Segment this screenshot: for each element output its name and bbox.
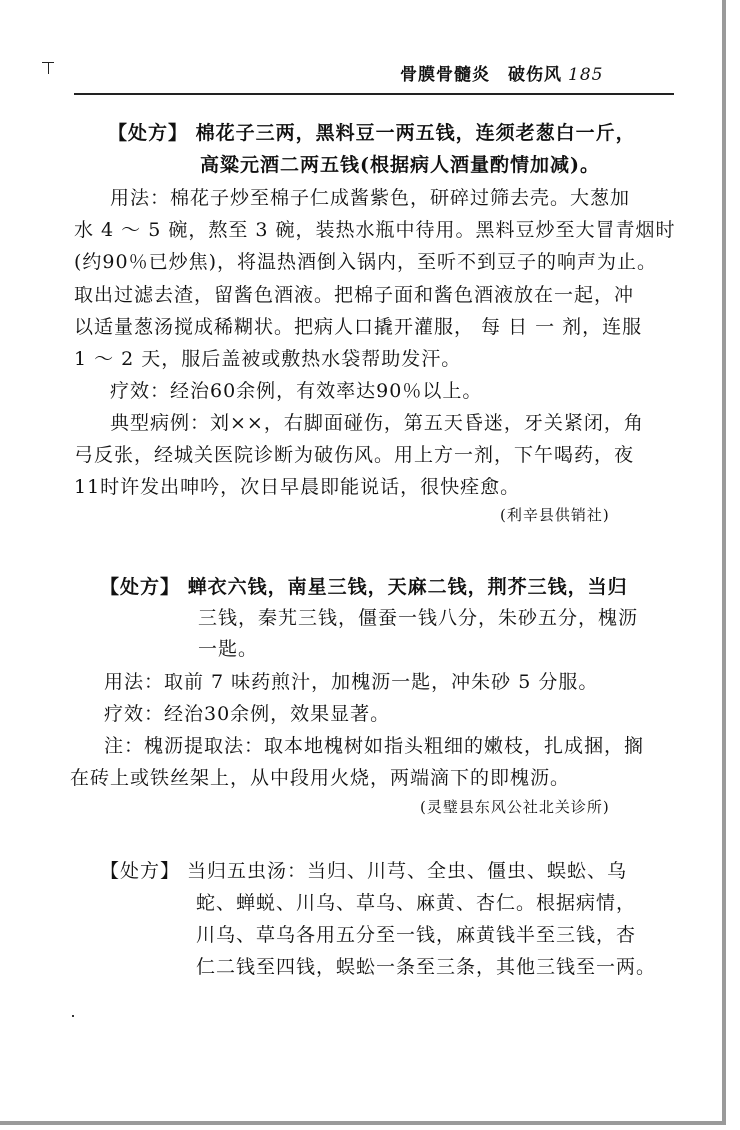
efficacy-line: 疗效：经治60余例，有效率达90％以上。	[110, 380, 483, 402]
prescription-line: 【处方】 当归五虫汤：当归、川芎、全虫、僵虫、蜈蚣、乌	[100, 860, 628, 882]
note-line: 在砖上或铁丝架上，从中段用火烧，两端滴下的即槐沥。	[70, 767, 571, 789]
usage-line: 用法：棉花子炒至棉子仁成酱紫色，研碎过筛去壳。大葱加	[110, 187, 631, 209]
prescription-line: 【处方】 棉花子三两，黑料豆一两五钱，连须老葱白一斤，	[108, 122, 636, 144]
usage-line: (约90％已炒焦)，将温热酒倒入锅内，至听不到豆子的响声为止。	[74, 251, 658, 273]
case-line: 11时许发出呻吟，次日早晨即能说话，很快痊愈。	[74, 476, 521, 498]
header-title: 骨膜骨髓炎 破伤风	[400, 65, 562, 85]
source-attribution: (灵璧县东风公社北关诊所)	[420, 798, 610, 816]
efficacy-line: 疗效：经治30余例，效果显著。	[104, 703, 391, 725]
prescription-line: 一匙。	[198, 638, 259, 660]
case-line: 典型病例：刘××，右脚面碰伤，第五天昏迷，牙关紧闭，角	[110, 412, 644, 434]
usage-line: 用法：取前 7 味药煎汁，加槐沥一匙，冲朱砂 5 分服。	[104, 671, 599, 693]
corner-mark	[42, 62, 54, 63]
usage-line: 1 ～ 2 天，服后盖被或敷热水袋帮助发汗。	[74, 348, 462, 370]
usage-line: 水 4 ～ 5 碗，熬至 3 碗，装热水瓶中待用。黑料豆炒至大冒青烟时	[74, 219, 676, 241]
source-attribution: (利辛县供销社)	[500, 506, 610, 524]
prescription-line: 川乌、草乌各用五分至一钱，麻黄钱半至三钱，杏	[196, 924, 637, 946]
usage-line: 以适量葱汤搅成稀糊状。把病人口撬开灌服， 每 日 一 剂，连服	[74, 316, 643, 338]
usage-line: 取出过滤去渣，留酱色酒液。把棉子面和酱色酒液放在一起，冲	[74, 284, 635, 306]
running-header	[400, 60, 660, 85]
note-line: 注：槐沥提取法：取本地槐树如指头粗细的嫩枝，扎成捆，搁	[104, 735, 645, 757]
corner-mark	[48, 62, 49, 74]
header-rule	[74, 93, 674, 95]
prescription-line: 【处方】 蝉衣六钱，南星三钱，天麻二钱，荆芥三钱，当归	[100, 576, 628, 598]
prescription-line: 高粱元酒二两五钱(根据病人酒量酌情加减)。	[200, 154, 600, 176]
page-number: 185	[568, 65, 604, 85]
prescription-line: 仁二钱至四钱，蜈蚣一条至三条，其他三钱至一两。	[196, 956, 657, 978]
case-line: 弓反张，经城关医院诊断为破伤风。用上方一剂，下午喝药，夜	[74, 444, 635, 466]
prescription-line: 三钱，秦艽三钱，僵蚕一钱八分，朱砂五分，槐沥	[198, 607, 639, 629]
page-speck	[72, 1015, 74, 1017]
prescription-line: 蛇、蝉蜕、川乌、草乌、麻黄、杏仁。根据病情，	[196, 892, 637, 914]
